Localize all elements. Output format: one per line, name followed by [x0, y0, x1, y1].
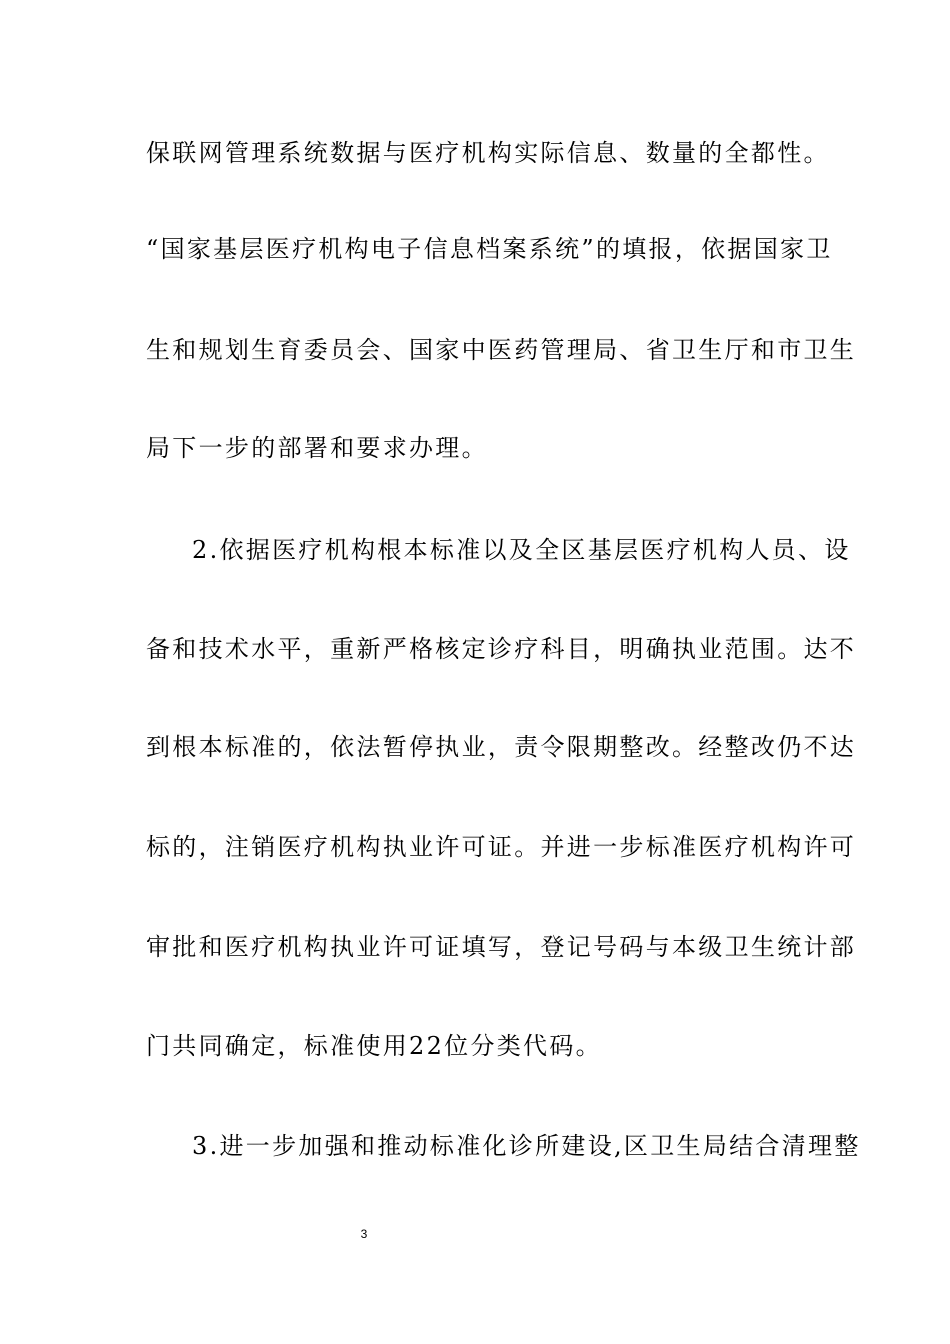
text-line: 局下一步的部署和要求办理。 — [146, 434, 488, 462]
text-line: “国家基层医疗机构电子信息档案系统”的填报，依据国家卫 — [146, 235, 833, 263]
text-line: 2.依据医疗机构根本标准以及全区基层医疗机构人员、设 — [192, 536, 851, 564]
text-line: 门共同确定，标准使用22位分类代码。 — [146, 1032, 602, 1060]
text-line: 备和技术水平，重新严格核定诊疗科目，明确执业范围。达不 — [146, 635, 857, 663]
text-line: 到根本标准的，依法暂停执业，责令限期整改。经整改仍不达 — [146, 733, 857, 761]
text-line: 3.进一步加强和推动标准化诊所建设,区卫生局结合清理整 — [192, 1132, 861, 1160]
text-line: 生和规划生育委员会、国家中医药管理局、省卫生厅和市卫生 — [146, 336, 857, 364]
page-number: 3 — [360, 1227, 368, 1241]
text-line: 保联网管理系统数据与医疗机构实际信息、数量的全都性。 — [146, 139, 830, 167]
text-line: 标的，注销医疗机构执业许可证。并进一步标准医疗机构许可 — [146, 833, 857, 861]
text-line: 审批和医疗机构执业许可证填写，登记号码与本级卫生统计部 — [146, 933, 857, 961]
